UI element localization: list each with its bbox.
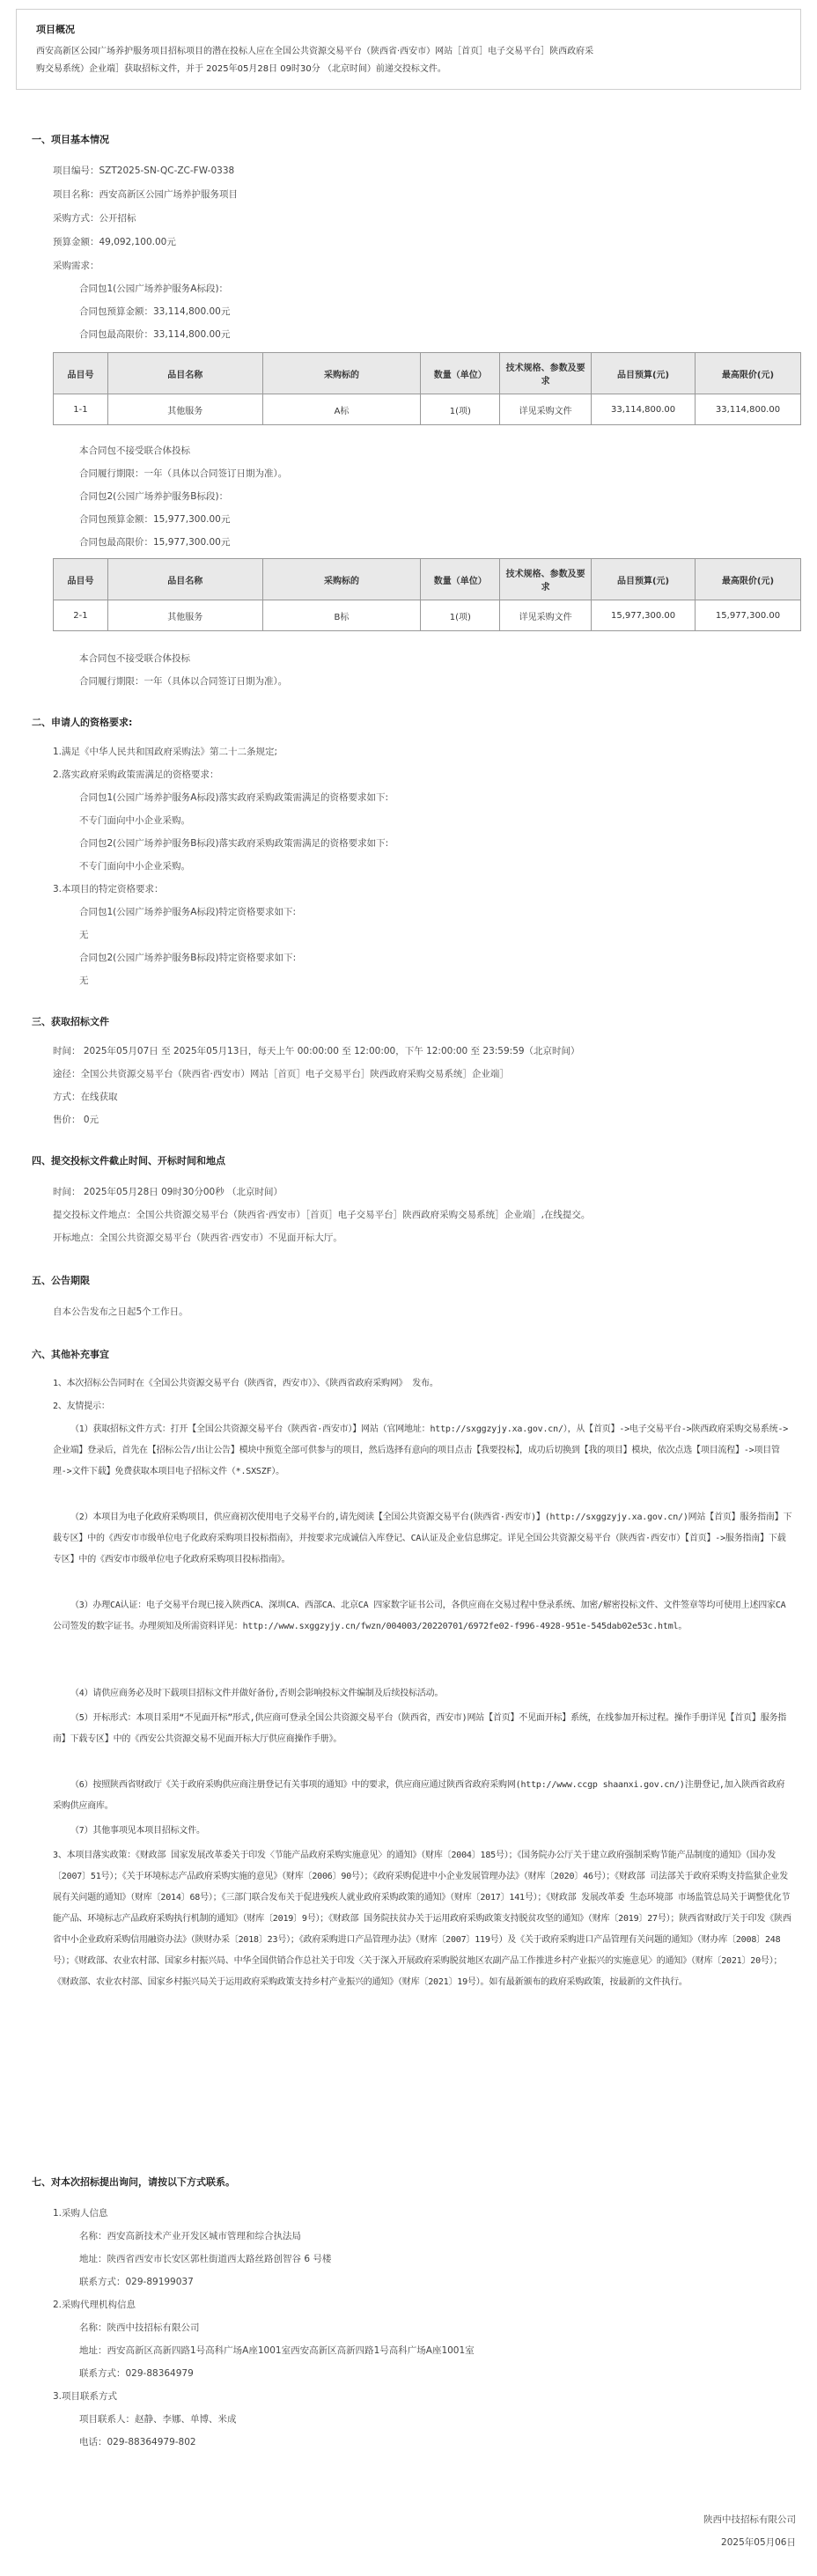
section-5-title: 五、公告期限	[32, 1275, 90, 1286]
qualification-line: 不专门面向中小企业采购。	[79, 815, 190, 826]
supplement-para: （2）本项目为电子化政府采购项目，供应商初次使用电子交易平台的,请先阅读【全国公共资源交易平台(陕西省·西安市)】(http://sxggzyjy.xa.gov.cn/)网站【首页】服务指南】下载专区】中的《西安市市级单位电子化政府采购项目投标指南》，并按要求完成诚信入库登记、CA认证及企业信息绑定。详见全国公共资源交易平台（陕西省·西安市）【首页】->服务指南】下载专区】中的《西安市市级单位电子化政府采购项目投标指南》。	[53, 1512, 792, 1564]
cell-item-name: 其他服务	[107, 394, 262, 425]
procurement-demand: 采购需求：	[53, 261, 99, 271]
opening-place: 开标地点：全国公共资源交易平台（陕西省·西安市）不见面开标大厅。	[53, 1233, 342, 1243]
lot-2-max-price: 合同包最高限价：15,977,300.00元	[79, 537, 231, 548]
table-header-row	[54, 559, 801, 600]
lot-2-budget: 合同包预算金额：15,977,300.00元	[79, 514, 231, 525]
contact-info-title: 3.项目联系方式	[53, 2391, 118, 2402]
section-1-title: 一、项目基本情况	[32, 134, 109, 145]
table-header-row	[54, 353, 801, 394]
col-spec: 技术规格、参数及要求	[500, 353, 592, 394]
qualification-line: 2.落实政府采购政策需满足的资格要求：	[53, 769, 219, 780]
col-target: 采购标的	[262, 559, 421, 600]
col-quantity: 数量（单位）	[421, 353, 500, 394]
lot-1-budget: 合同包预算金额：33,114,800.00元	[79, 306, 231, 317]
table-row	[54, 600, 801, 631]
contact-phone: 电话：029-88364979-802	[79, 2437, 196, 2447]
lot-1-note-consortium: 本合同包不接受联合体投标	[79, 445, 190, 456]
lot-2-note-term: 合同履行期限：一年（具体以合同签订日期为准）。	[79, 676, 288, 687]
col-item-no: 品目号	[54, 353, 108, 394]
col-spec: 技术规格、参数及要求	[500, 559, 592, 600]
contact-people: 项目联系人：赵静、李娜、单博、米成	[79, 2414, 237, 2425]
col-target: 采购标的	[262, 353, 421, 394]
buyer-address: 地址：陕西省西安市长安区郭杜街道西太路丝路创智谷 6 号楼	[79, 2254, 332, 2264]
budget-amount: 预算金额：49,092,100.00元	[53, 237, 176, 247]
qualification-line: 3.本项目的特定资格要求：	[53, 884, 164, 894]
agent-name: 名称：陕西中技招标有限公司	[79, 2322, 200, 2333]
cell-target: A标	[262, 394, 421, 425]
cell-item-budget: 15,977,300.00	[592, 600, 696, 631]
project-number: 项目编号：SZT2025-SN-QC-ZC-FW-0338	[53, 166, 235, 176]
buyer-phone: 联系方式：029-89199037	[79, 2277, 194, 2287]
submission-place: 提交投标文件地点：全国公共资源交易平台（陕西省·西安市）［首页］电子交易平台］陕西政府采购交易系统］企业端］,在线提交。	[53, 1210, 591, 1220]
footer-date: 2025年05月06日	[721, 2537, 796, 2548]
cell-spec: 详见采购文件	[500, 600, 592, 631]
section-2-title: 二、申请人的资格要求:	[32, 717, 133, 728]
cell-item-budget: 33,114,800.00	[592, 394, 696, 425]
col-item-budget: 品目预算(元)	[592, 559, 696, 600]
supplement-para: （3）办理CA认证：电子交易平台现已接入陕西CA、深圳CA、西部CA、北京CA 四家数字证书公司，各供应商在交易过程中登录系统、加密/解密投标文件、文件签章等均可使用上述四家CA公司签发的数字证书。办理须知及所需资料详见：http://www.sxggzyjy.cn/fwzn/004003/20220701/6972fe02-f996-4928-951e-545dab02e53c.html。	[53, 1601, 786, 1631]
footer-company: 陕西中技招标有限公司	[703, 2514, 796, 2525]
qualification-line: 无	[79, 975, 89, 986]
overview-box	[16, 9, 801, 90]
qualification-line: 无	[79, 930, 89, 940]
cell-max-price: 33,114,800.00	[696, 394, 801, 425]
lot-2-name: 合同包2(公园广场养护服务B标段)：	[79, 491, 229, 502]
lot-1-table	[53, 352, 801, 425]
lot-1-note-term: 合同履行期限：一年（具体以合同签订日期为准）。	[79, 468, 288, 479]
supplement-para: （6）按照陕西省财政厅《关于政府采购供应商注册登记有关事项的通知》中的要求，供应商应通过陕西省政府采购网(http://www.ccgp shaanxi.gov.cn/)注册登记,加入陕西省政府采购供应商库。	[53, 1780, 785, 1811]
col-item-name: 品目名称	[107, 353, 262, 394]
agent-address: 地址：西安高新区高新四路1号高科广场A座1001室西安高新区高新四路1号高科广场A座1001室	[79, 2345, 475, 2356]
lot-2-note-consortium: 本合同包不接受联合体投标	[79, 653, 190, 664]
document-time: 时间： 2025年05月07日 至 2025年05月13日，每天上午 00:00:00 至 12:00:00，下午 12:00:00 至 23:59:59（北京时间）	[53, 1046, 580, 1056]
col-item-no: 品目号	[54, 559, 108, 600]
notice-period: 自本公告发布之日起5个工作日。	[53, 1306, 188, 1317]
qualification-line: 1.满足《中华人民共和国政府采购法》第二十二条规定;	[53, 747, 278, 757]
col-item-name: 品目名称	[107, 559, 262, 600]
procurement-method: 采购方式：公开招标	[53, 213, 136, 224]
col-max-price: 最高限价(元)	[696, 353, 801, 394]
document-price: 售价： 0元	[53, 1115, 99, 1125]
section-7-title: 七、对本次招标提出询问，请按以下方式联系。	[32, 2176, 235, 2188]
col-quantity: 数量（单位）	[421, 559, 500, 600]
cell-item-no: 2-1	[54, 600, 108, 631]
agent-info-title: 2.采购代理机构信息	[53, 2300, 136, 2310]
supplement-para: 2、友情提示：	[53, 1402, 110, 1411]
supplement-para: 3、本项目落实政策：《财政部 国家发展改革委关于印发〈节能产品政府采购实施意见〉的通知》（财库〔2004〕185号）；《国务院办公厅关于建立政府强制采购节能产品制度的通知》（国办发〔2007〕51号）；《关于环境标志产品政府采购实施的意见》（财库〔2006〕90号）；《政府采购促进中小企业发展管理办法》（财库〔2020〕46号）；《财政部 司法部关于政府采购支持监狱企业发展有关问题的通知》（财库〔2014〕68号）；《三部门联合发布关于促进残疾人就业政府采购政策的通知》（财库〔2017〕141号）；《财政部 发展改革委 生态环境部 市场监管总局关于调整优化节能产品、环境标志产品政府采购执行机制的通知》（财库〔2019〕9号）；《财政部 国务院扶贫办关于运用政府采购政策支持脱贫攻坚的通知》（财库〔2019〕27号）；陕西省财政厅关于印发《陕西省中小企业政府采购信用融资办法》（陕财办采〔2018〕23号）；《政府采购进口产品管理办法》（财库〔2007〕119号）及《关于政府采购进口产品管理有关问题的通知》（财办库〔2008〕248号）；《财政部、农业农村部、国家乡村振兴局、中华全国供销合作总社关于印发〈关于深入开展政府采购脱贫地区农副产品工作推进乡村产业振兴的实施意见〉的通知》（财库〔2021〕20号）；《财政部、农业农村部、国家乡村振兴局关于运用政府采购政策支持乡村产业振兴的通知》（财库〔2021〕19号）。如有最新颁布的政府采购政策，按最新的文件执行。	[53, 1851, 791, 1987]
cell-quantity: 1(项)	[421, 394, 500, 425]
supplement-para: （5）开标形式：本项目采用“不见面开标”形式,供应商可登录全国公共资源交易平台（陕西省，西安市)网站【首页】不见面开标】系统，在线参加开标过程。操作手册详见【首页】服务指南】下载专区】中的《西安公共资源交易不见面开标大厅供应商操作手册》。	[53, 1713, 787, 1744]
lot-2-table	[53, 558, 801, 631]
project-name: 项目名称：西安高新区公园广场养护服务项目	[53, 189, 238, 200]
cell-quantity: 1(项)	[421, 600, 500, 631]
buyer-info-title: 1.采购人信息	[53, 2208, 108, 2219]
cell-max-price: 15,977,300.00	[696, 600, 801, 631]
lot-1-name: 合同包1(公园广场养护服务A标段)：	[79, 283, 229, 294]
section-4-title: 四、提交投标文件截止时间、开标时间和地点	[32, 1155, 225, 1167]
section-3-title: 三、获取招标文件	[32, 1016, 109, 1027]
table-row	[54, 394, 801, 425]
lot-1-max-price: 合同包最高限价：33,114,800.00元	[79, 329, 231, 340]
qualification-line: 合同包1(公园广场养护服务A标段)特定资格要求如下:	[79, 907, 297, 917]
col-item-budget: 品目预算(元)	[592, 353, 696, 394]
document-way: 途径：全国公共资源交易平台（陕西省·西安市）网站［首页］电子交易平台］陕西政府采购交易系统］企业端］	[53, 1069, 509, 1079]
cell-item-name: 其他服务	[107, 600, 262, 631]
qualification-line: 合同包1(公园广场养护服务A标段)落实政府采购政策需满足的资格要求如下:	[79, 792, 389, 803]
document-method: 方式：在线获取	[53, 1092, 118, 1102]
section-6-title: 六、其他补充事宜	[32, 1349, 109, 1360]
agent-phone: 联系方式：029-88364979	[79, 2368, 194, 2379]
qualification-line: 不专门面向中小企业采购。	[79, 861, 190, 872]
cell-target: B标	[262, 600, 421, 631]
deadline-time: 时间： 2025年05月28日 09时30分00秒 （北京时间）	[53, 1187, 283, 1197]
supplement-para: （4）请供应商务必及时下载项目招标文件并做好备份,否则会影响投标文件编制及后续投标活动。	[70, 1689, 444, 1698]
supplement-para: （1）获取招标文件方式：打开【全国公共资源交易平台（陕西省·西安市）】网站（官网地址：http://sxggzyjy.xa.gov.cn/），从【首页】->电子交易平台->陕西政府采购交易系统->企业端】登录后，首先在【招标公告/出让公告】模块中预览全部可供参与的项目，然后选择有意向的项目点击【我要投标】，成功后切换到【我的项目】模块，依次点选【项目流程】->项目管理->文件下载】免费获取本项目电子招标文件（*.SXSZF）。	[53, 1424, 789, 1476]
cell-spec: 详见采购文件	[500, 394, 592, 425]
col-max-price: 最高限价(元)	[696, 559, 801, 600]
overview-line-1: 西安高新区公园广场养护服务项目招标项目的潜在投标人应在全国公共资源交易平台（陕西省·西安市）网站［首页］电子交易平台］陕西政府采	[36, 47, 594, 56]
supplement-para: 1、本次招标公告同时在《全国公共资源交易平台（陕西省，西安市）》、《陕西省政府采购网》 发布。	[53, 1379, 438, 1388]
cell-item-no: 1-1	[54, 394, 108, 425]
overview-title: 项目概况	[36, 24, 75, 35]
supplement-para: （7）其他事项见本项目招标文件。	[70, 1826, 205, 1836]
qualification-line: 合同包2(公园广场养护服务B标段)落实政府采购政策需满足的资格要求如下:	[79, 838, 389, 849]
buyer-name: 名称：西安高新技术产业开发区城市管理和综合执法局	[79, 2231, 301, 2241]
overview-line-2: 购交易系统）企业端］获取招标文件，并于 2025年05月28日 09时30分 （北京时间）前递交投标文件。	[36, 64, 446, 74]
qualification-line: 合同包2(公园广场养护服务B标段)特定资格要求如下:	[79, 953, 297, 963]
